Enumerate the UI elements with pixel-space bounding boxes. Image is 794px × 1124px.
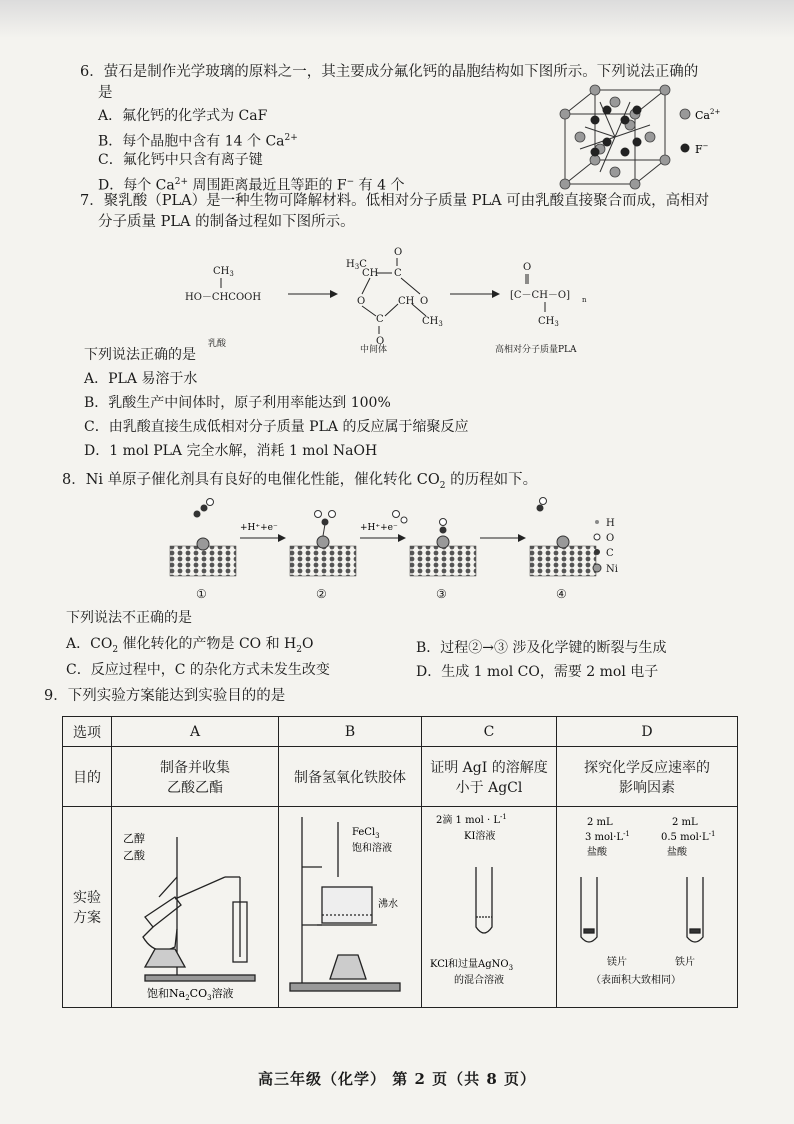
svg-text:KCl和过量AgNO3: KCl和过量AgNO$_3$: [430, 959, 514, 972]
svg-text:3 mol·L-1: 3 $mol\cdot L^{-1}$: [585, 830, 630, 843]
colloid-apparatus-diagram: [282, 807, 418, 1003]
step-2: [290, 511, 356, 577]
legend-f: F−: [695, 142, 709, 156]
svg-text:（表面积大致相同）: （表面积大致相同）: [591, 975, 681, 986]
purpose-b: 制备氢氧化铁胶体: [279, 747, 422, 807]
scheme-label: 实验 方案: [63, 807, 112, 1008]
precipitate-apparatus-diagram: [424, 807, 554, 1003]
svg-text:O: O: [523, 262, 532, 273]
q8-mechanism-diagram: [160, 496, 640, 606]
q8-legend: [593, 518, 618, 575]
step-label-2: ②: [316, 587, 327, 601]
svg-text:[C－CH－O]: [C－CH－O]: [510, 290, 571, 301]
q8-prompt: 下列说法不正确的是: [66, 610, 192, 626]
lactic-formula: HO－CHCOOH: [185, 292, 262, 303]
svg-text:FeCl3: FeCl$_3$: [352, 827, 380, 840]
intermediate-label: 中间体: [360, 345, 388, 354]
step-1: [170, 499, 236, 577]
col-b: B: [279, 717, 422, 747]
q9-experiment-table: [62, 716, 738, 1008]
scheme-a: [112, 807, 279, 1008]
q7-prompt: 下列说法正确的是: [84, 347, 196, 363]
svg-text:CH3: $CH_3$: [422, 316, 443, 328]
step-label-4: ④: [556, 587, 567, 601]
q7-option-d: D．1 mol PLA 完全水解，消耗 1 mol NaOH: [84, 443, 378, 459]
q7-stem: 7．聚乳酸（PLA）是一种生物可降解材料。低相对分子质量 PLA 可由乳酸直接聚合而成，高相对 分子质量 PLA 的制备过程如下图所示。: [80, 193, 710, 230]
legend-ca: $Ca^{2+}$: [695, 108, 721, 122]
table-header-label: 选项: [63, 717, 112, 747]
q8-option-d: D．生成 1 mol CO，需要 2 mol 电子: [416, 664, 659, 680]
purpose-label: 目的: [63, 747, 112, 807]
svg-text:盐酸: 盐酸: [667, 847, 687, 858]
svg-text:2滴 1 mol · L-1: 2滴 1 mol · $L^{-1}$: [436, 813, 507, 826]
svg-text:CH: CH: [362, 268, 379, 279]
svg-text:H: H: [606, 518, 615, 529]
step-4: [530, 498, 596, 577]
svg-text:O: O: [376, 336, 385, 347]
svg-text:沸水: 沸水: [378, 899, 398, 910]
q6-stem: 6．萤石是制作光学玻璃的原料之一，其主要成分氟化钙的晶胞结构如下图所示。下列说法正确的 是: [80, 64, 699, 101]
svg-text:2 mL: 2 mL: [672, 817, 698, 828]
q9-stem: 9．下列实验方案能达到实验目的的是: [44, 688, 286, 704]
q7-option-a: A．PLA 易溶于水: [84, 371, 198, 387]
col-a: A: [112, 717, 279, 747]
col-c: C: [422, 717, 557, 747]
q6-option-b: B．每个晶胞中含有 14 个 $Ca^{2+}$: [98, 133, 298, 150]
svg-text:C: C: [394, 268, 402, 279]
q6-option-c: C．氟化钙中只含有离子键: [98, 152, 263, 168]
lactic-ch3: $CH_3$: [213, 266, 234, 278]
svg-text:2 mL: 2 mL: [587, 817, 613, 828]
svg-text:C: C: [606, 548, 614, 559]
svg-text:+H⁺+e⁻: +H⁺+e⁻: [240, 523, 278, 533]
svg-text:CH: CH: [398, 296, 415, 307]
svg-text:O: O: [420, 296, 429, 307]
step-label-3: ③: [436, 587, 447, 601]
q6-option-a: A．氟化钙的化学式为 CaF: [98, 108, 268, 124]
svg-text:Ni: Ni: [606, 564, 618, 575]
svg-text:C: C: [376, 314, 384, 325]
svg-text:乙酸: 乙酸: [123, 849, 145, 862]
svg-text:铁片: 铁片: [675, 957, 695, 968]
svg-text:乙醇: 乙醇: [123, 832, 145, 845]
pla-label: 高相对分子质量PLA: [495, 345, 577, 354]
svg-text:O: O: [357, 296, 366, 307]
svg-text:O: O: [606, 533, 615, 544]
svg-text:的混合溶液: 的混合溶液: [454, 975, 504, 986]
caf2-unit-cell-diagram: [555, 82, 735, 192]
purpose-d: 探究化学反应速率的 影响因素: [557, 747, 738, 807]
q8-option-c: C．反应过程中，C 的杂化方式未发生改变: [66, 662, 330, 678]
svg-text:n: n: [582, 296, 587, 304]
scan-top-edge: [0, 0, 794, 38]
q7-option-c: C．由乳酸直接生成低相对分子质量 PLA 的反应属于缩聚反应: [84, 419, 469, 435]
svg-text:H3C: $H_3C$: [346, 259, 367, 271]
ester-apparatus-diagram: [115, 807, 275, 1003]
page-footer: 高三年级（化学） 第 2 页（共 8 页）: [258, 1070, 536, 1088]
svg-text:+H⁺+e⁻: +H⁺+e⁻: [360, 523, 398, 533]
purpose-a: 制备并收集 乙酸乙酯: [112, 747, 279, 807]
step-label-1: ①: [196, 587, 207, 601]
svg-text:KI溶液: KI溶液: [464, 831, 496, 842]
svg-text:O: O: [394, 247, 403, 258]
svg-text:0.5 mol·L-1: 0.5 $mol\cdot L^{-1}$: [661, 830, 716, 843]
rate-apparatus-diagram: [557, 807, 737, 1003]
svg-text:饱和溶液: 饱和溶液: [352, 843, 392, 854]
pla-synthesis-scheme: [180, 242, 640, 354]
svg-text:镁片: 镁片: [607, 957, 627, 968]
svg-text:盐酸: 盐酸: [587, 847, 607, 858]
q8-option-a: A．$CO_2$ 催化转化的产物是 CO 和 $H_2O$: [66, 636, 314, 655]
q7-option-b: B．乳酸生产中间体时，原子利用率能达到 100%: [84, 395, 391, 411]
scheme-d: [557, 807, 738, 1008]
q8-option-b: B．过程②→③ 涉及化学键的断裂与生成: [416, 640, 667, 656]
scheme-c: [422, 807, 557, 1008]
col-d: D: [557, 717, 738, 747]
svg-text:饱和Na2CO3溶液: 饱和$Na_2CO_3$溶液: [147, 987, 234, 1002]
q8-stem: 8．Ni 单原子催化剂具有良好的电催化性能，催化转化 $CO_2$ 的历程如下。: [62, 472, 538, 491]
q6-option-d: D．每个 $Ca^{2+}$ 周围距离最近且等距的 F− 有 4 个: [98, 177, 405, 194]
lactic-label: 乳酸: [208, 339, 227, 349]
step-3: [393, 511, 477, 577]
purpose-c: 证明 AgI 的溶解度 小于 AgCl: [422, 747, 557, 807]
scheme-b: [279, 807, 422, 1008]
svg-text:CH3: $CH_3$: [538, 316, 559, 328]
